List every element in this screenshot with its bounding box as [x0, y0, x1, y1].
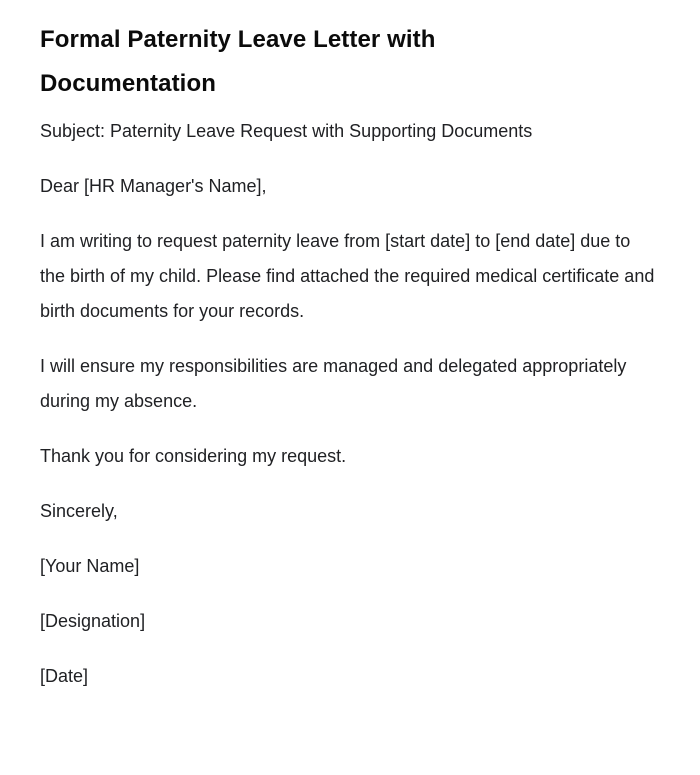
thank-you-line: Thank you for considering my request.: [40, 446, 347, 466]
salutation: Dear [HR Manager's Name],: [40, 176, 267, 196]
document-title: Formal Paternity Leave Letter with Documentation: [40, 26, 436, 97]
signature-designation: [Designation]: [40, 611, 146, 631]
closing-line: Sincerely,: [40, 501, 118, 521]
body-paragraph-1: I am writing to request paternity leave from [start date] to [end date] due to the birth of my child. Please find attached the required medical certificate and birth documents for your records.: [40, 231, 655, 321]
signature-date: [Date]: [40, 666, 89, 686]
signature-name: [Your Name]: [40, 556, 140, 576]
body-paragraph-2: I will ensure my responsibilities are managed and delegated appropriately during my absence.: [40, 356, 627, 411]
subject-line: Subject: Paternity Leave Request with Supporting Documents: [40, 121, 533, 141]
